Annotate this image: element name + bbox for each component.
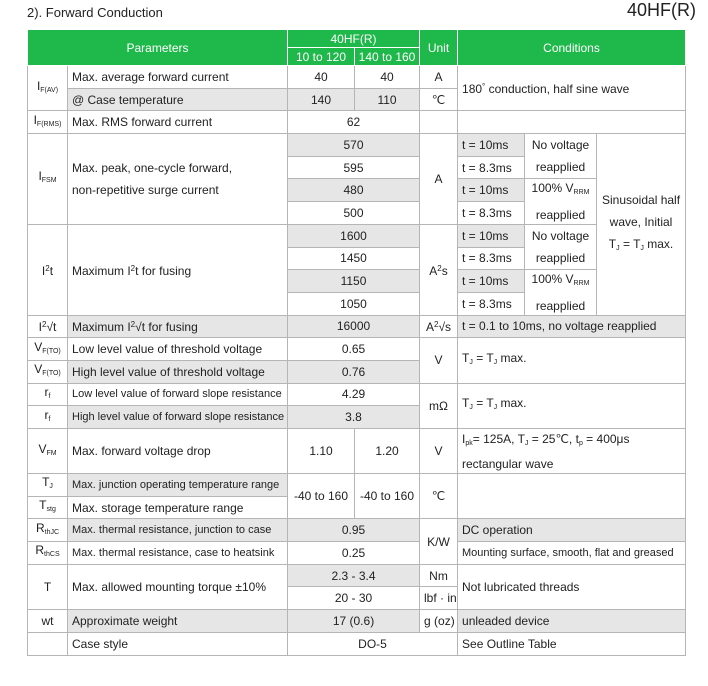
unit-cell: $A^2√s$ <box>420 315 458 338</box>
value-cell: 40 <box>288 66 355 89</box>
value-cell: 4.29 <box>288 383 420 406</box>
condition-cell <box>458 111 686 134</box>
value-cell: 140 <box>288 88 355 111</box>
table-row <box>28 519 686 542</box>
value-cell: DO-5 <box>288 632 458 655</box>
unit-cell: $A^2s$ <box>420 224 458 315</box>
symbol-ifsm: $I_{FSM}$ <box>28 134 68 225</box>
symbol-vfto: $V_{F(TO)}$ <box>28 360 68 383</box>
condition-cell: Not lubricated threads <box>458 564 686 609</box>
value-cell: 570 <box>288 134 420 157</box>
condition-no-voltage: No voltage reapplied <box>525 134 597 179</box>
value-cell: 0.25 <box>288 542 420 565</box>
header-unit: Unit <box>420 30 458 66</box>
header-col2: 140 to 160 <box>355 48 420 66</box>
unit-cell: K/W <box>420 519 458 564</box>
param-cell: Max. thermal resistance, junction to case <box>68 519 288 542</box>
condition-t: t = 8.3ms <box>458 202 525 225</box>
value-cell: 2.3 - 3.4 <box>288 564 420 587</box>
value-cell: 40 <box>355 66 420 89</box>
unit-cell: ℃ <box>420 88 458 111</box>
table-row <box>28 66 686 89</box>
header-conditions: Conditions <box>458 30 686 66</box>
unit-cell: V <box>420 429 458 474</box>
table-row <box>28 224 686 247</box>
value-cell: -40 to 160 <box>288 474 355 519</box>
param-cell: @ Case temperature <box>68 88 288 111</box>
unit-cell: A <box>420 134 458 225</box>
unit-cell: V <box>420 338 458 383</box>
symbol-i2rt: $I^2√t$ <box>28 315 68 338</box>
value-cell: 0.95 <box>288 519 420 542</box>
symbol-vfm: $V_{FM}$ <box>28 429 68 474</box>
table-row <box>28 338 686 361</box>
symbol-i2t: $I^2t$ <box>28 224 68 315</box>
condition-cell <box>458 474 686 519</box>
param-cell: High level value of forward slope resistance <box>68 406 288 429</box>
table-row <box>28 429 686 474</box>
unit-cell: mΩ <box>420 383 458 428</box>
condition-sinusoidal: Sinusoidal half wave, Initial $T_J = T_J$ max. <box>597 134 686 316</box>
condition-t: t = 10ms <box>458 270 525 293</box>
value-cell: 1600 <box>288 224 420 247</box>
value-cell: 1.10 <box>288 429 355 474</box>
part-number: 40HF(R) <box>626 0 696 20</box>
unit-cell: lbf · in <box>420 587 458 610</box>
value-cell: 16000 <box>288 315 420 338</box>
value-cell: -40 to 160 <box>355 474 420 519</box>
symbol-vfto: $V_{F(TO)}$ <box>28 338 68 361</box>
forward-conduction-table <box>27 29 686 656</box>
table-row <box>28 315 686 338</box>
unit-cell: g (oz) <box>420 610 458 633</box>
param-cell: Maximum $I^2√t$ for fusing <box>68 315 288 338</box>
condition-cell: t = 0.1 to 10ms, no voltage reapplied <box>458 315 686 338</box>
symbol-rthjc: $R_{thJC}$ <box>28 519 68 542</box>
condition-cell: $T_J = T_J$ max. <box>458 338 686 383</box>
unit-cell: Nm <box>420 564 458 587</box>
condition-t: t = 8.3ms <box>458 156 525 179</box>
condition-t: t = 10ms <box>458 179 525 202</box>
unit-cell <box>420 111 458 134</box>
value-cell: 1050 <box>288 292 420 315</box>
param-cell: Max. thermal resistance, case to heatsink <box>68 542 288 565</box>
section-title: 2). Forward Conduction <box>27 5 163 20</box>
value-cell: 3.8 <box>288 406 420 429</box>
value-cell: 17 (0.6) <box>288 610 420 633</box>
value-cell: 0.65 <box>288 338 420 361</box>
param-cell: High level value of threshold voltage <box>68 360 288 383</box>
table-row <box>28 383 686 406</box>
condition-cell: Mounting surface, smooth, flat and greased <box>458 542 686 565</box>
table-row <box>28 111 686 134</box>
condition-100-vrrm: 100% $V_{RRM}$ reapplied <box>525 270 597 315</box>
symbol-rf: $r_f$ <box>28 406 68 429</box>
param-cell: Max. forward voltage drop <box>68 429 288 474</box>
condition-t: t = 8.3ms <box>458 247 525 270</box>
param-cell: Max. average forward current <box>68 66 288 89</box>
condition-cell: DC operation <box>458 519 686 542</box>
condition-t: t = 10ms <box>458 224 525 247</box>
value-cell: 20 - 30 <box>288 587 420 610</box>
value-cell: 62 <box>288 111 420 134</box>
condition-t: t = 10ms <box>458 134 525 157</box>
header-parameters: Parameters <box>28 30 288 66</box>
condition-cell: See Outline Table <box>458 632 686 655</box>
symbol-wt: wt <box>28 610 68 633</box>
param-cell: Max. RMS forward current <box>68 111 288 134</box>
param-cell: Max. junction operating temperature range <box>68 474 288 497</box>
symbol-tstg: $T_{stg}$ <box>28 496 68 519</box>
param-cell: Maximum $I^2t$ for fusing <box>68 224 288 315</box>
symbol-rf: $r_f$ <box>28 383 68 406</box>
unit-cell: ℃ <box>420 474 458 519</box>
condition-t: t = 8.3ms <box>458 292 525 315</box>
condition-no-voltage: No voltage reapplied <box>525 224 597 269</box>
value-cell: 1150 <box>288 270 420 293</box>
symbol-empty <box>28 632 68 655</box>
value-cell: 1450 <box>288 247 420 270</box>
condition-cell: $I_{pk}= 125A$, $T_J$ = 25℃, $t_p = 400\mu s$ rectangular wave <box>458 429 686 474</box>
value-cell: 480 <box>288 179 420 202</box>
condition-100-vrrm: 100% $V_{RRM}$ reapplied <box>525 179 597 224</box>
condition-cell: 180° conduction, half sine wave <box>458 66 686 111</box>
header-group: 40HF(R) <box>288 30 420 48</box>
param-cell: Approximate weight <box>68 610 288 633</box>
table-row <box>28 542 686 565</box>
condition-cell: unleaded device <box>458 610 686 633</box>
value-cell: 500 <box>288 202 420 225</box>
table-row <box>28 610 686 633</box>
value-cell: 0.76 <box>288 360 420 383</box>
symbol-tj: $T_J$ <box>28 474 68 497</box>
symbol-torque: T <box>28 564 68 609</box>
table-row <box>28 134 686 157</box>
table-row <box>28 632 686 655</box>
param-cell: Max. peak, one-cycle forward, non-repetitive surge current <box>68 134 288 225</box>
header-row-1 <box>28 30 686 48</box>
param-cell: Max. allowed mounting torque ±10% <box>68 564 288 609</box>
table-row <box>28 564 686 587</box>
value-cell: 595 <box>288 156 420 179</box>
unit-cell: A <box>420 66 458 89</box>
param-cell: Low level value of forward slope resistance <box>68 383 288 406</box>
param-cell: Max. storage temperature range <box>68 496 288 519</box>
param-cell: Case style <box>68 632 288 655</box>
table-row <box>28 474 686 497</box>
symbol-rthcs: $R_{thCS}$ <box>28 542 68 565</box>
header-col1: 10 to 120 <box>288 48 355 66</box>
condition-cell: $T_J = T_J$ max. <box>458 383 686 428</box>
symbol-ifav: $I_{F(AV)}$ <box>28 66 68 111</box>
value-cell: 110 <box>355 88 420 111</box>
symbol-ifrms: $I_{F(RMS)}$ <box>28 111 68 134</box>
param-cell: Low level value of threshold voltage <box>68 338 288 361</box>
value-cell: 1.20 <box>355 429 420 474</box>
